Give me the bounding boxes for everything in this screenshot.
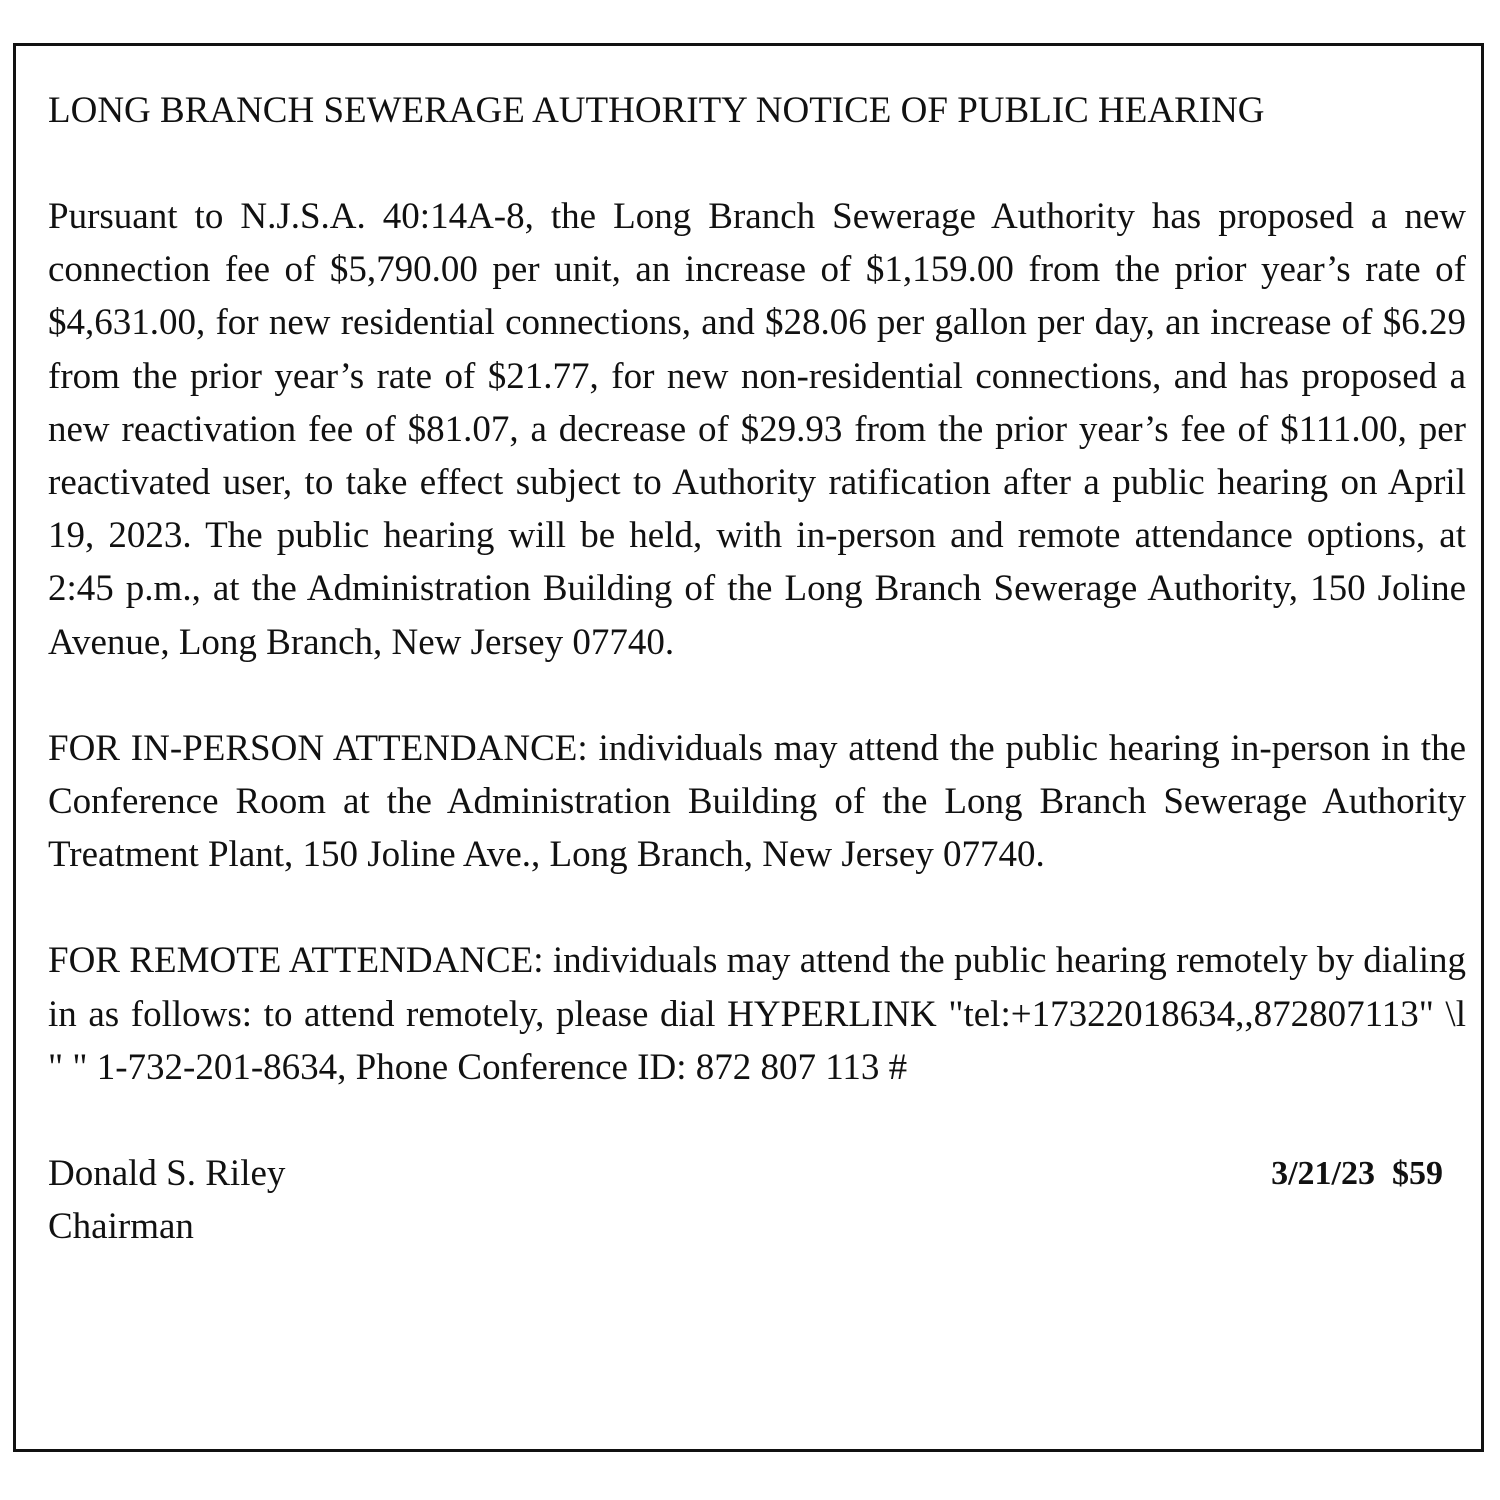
in-person-attendance-paragraph: FOR IN-PERSON ATTENDANCE: individuals may attend the public hearing in-person in the Conference Room at the Administration Building of the Long Branch Sewerage Authority Treatment Plant, 150 Joline Ave., Long Branch, New Jersey 07740. (48, 727, 1466, 876)
public-notice (13, 43, 1484, 1452)
signature-block (48, 1147, 1466, 1257)
publication-date-and-cost: 3/21/23 $59 (1271, 1155, 1443, 1193)
notice-content (48, 84, 1466, 1257)
remote-attendance-paragraph: FOR REMOTE ATTENDANCE: individuals may attend the public hearing remotely by dialing in as follows: to attend remotely, please dial HYPERLINK "tel:+17322018634,,872807113" \l " " 1-732-201-8634, Phone Conference ID: 872 807 113 # (48, 940, 1466, 1088)
notice-title: LONG BRANCH SEWERAGE AUTHORITY NOTICE OF PUBLIC HEARING (48, 90, 1265, 131)
hearing-details-paragraph: Pursuant to N.J.S.A. 40:14A-8, the Long Branch Sewerage Authority has proposed a new connection fee of $5,790.00 per unit, an increase of $1,159.00 from the prior year’s rate of $4,631.00, for new residential connections, and $28.06 per gallon per day, an increase of $6.29 from the prior year’s rate of $21.77, for new non-residential connections, and has proposed a new reactivation fee of $81.07, a decrease of $29.93 from the prior year’s fee of $111.00, per reactivated user, to take effect subject to Authority ratification after a public hearing on April 19, 2023. The public hearing will be held, with in-person and remote attendance options, at 2:45 p.m., at the Administration Building of the Long Branch Sewerage Authority, 150 Joline Avenue, Long Branch, New Jersey 07740. (48, 196, 1466, 663)
signer-name: Donald S. Riley (48, 1153, 286, 1195)
signer (48, 1147, 285, 1253)
signer-title: Chairman (48, 1206, 194, 1248)
